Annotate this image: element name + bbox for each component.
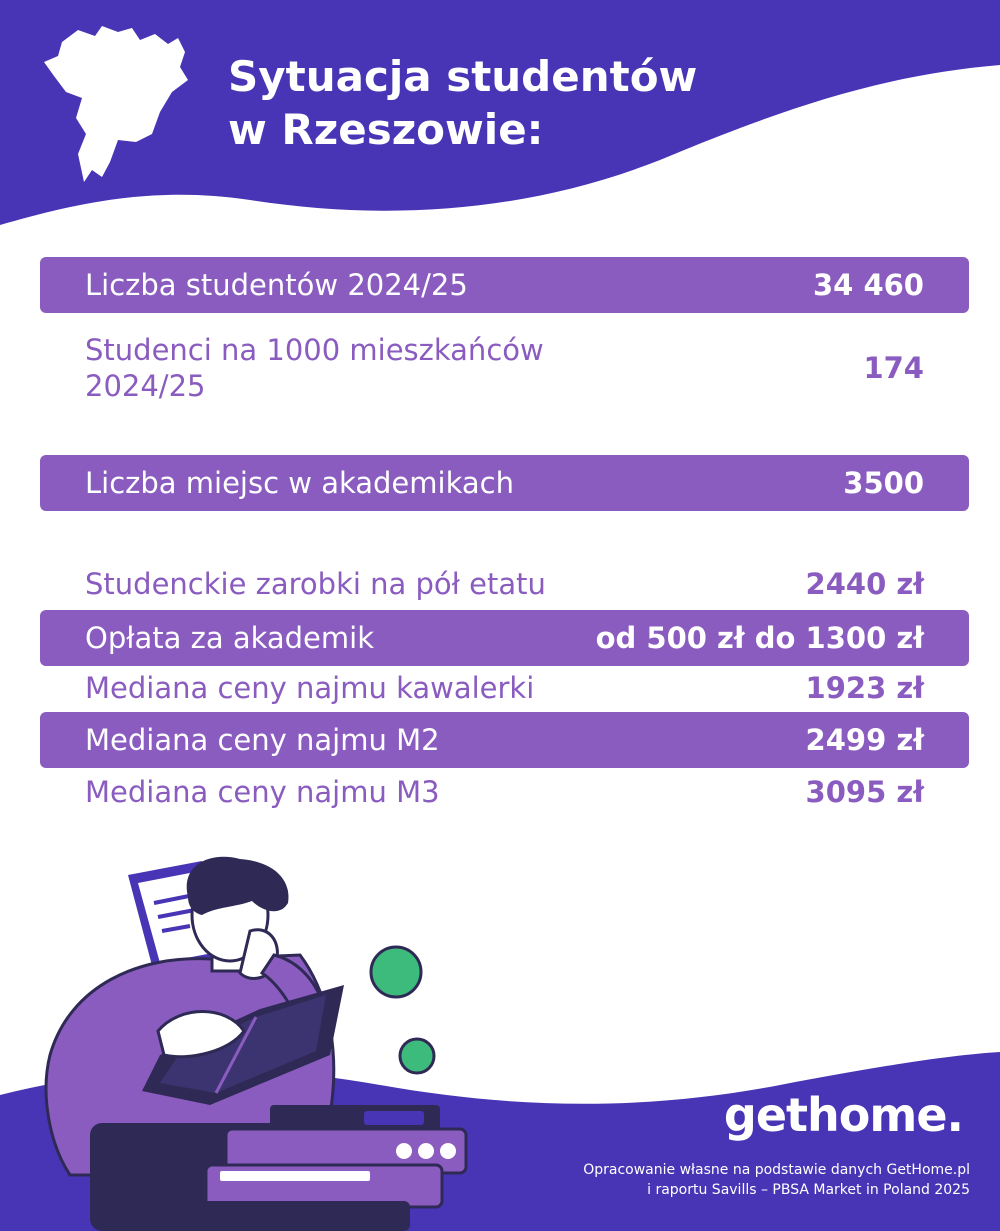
stat-row-students xyxy=(40,257,969,313)
source-note xyxy=(583,1160,970,1200)
stat-value: 2499 zł xyxy=(805,723,924,757)
stat-row-dorm-fee xyxy=(40,610,969,666)
stat-label: Opłata za akademik xyxy=(85,621,374,655)
stat-value: 1923 zł xyxy=(805,671,924,705)
stat-row-m3-rent xyxy=(40,766,969,818)
stat-value: 34 460 xyxy=(813,268,924,302)
stat-row-m2-rent xyxy=(40,712,969,768)
stat-value: 3095 zł xyxy=(805,775,924,809)
stat-value: 3500 xyxy=(843,466,924,500)
source-line-2: i raportu Savills – PBSA Market in Poland 2025 xyxy=(647,1182,970,1198)
stat-label: Liczba studentów 2024/25 xyxy=(85,268,468,302)
stat-value: 2440 zł xyxy=(805,567,924,601)
stat-row-dorm-places xyxy=(40,455,969,511)
stat-row-studio-rent xyxy=(40,662,969,714)
stat-value: od 500 zł do 1300 zł xyxy=(595,621,924,655)
title-line-2: w Rzeszowie: xyxy=(228,105,544,154)
stat-row-part-time-earnings xyxy=(40,558,969,610)
stat-value: 174 xyxy=(863,351,924,385)
rzeszow-map-icon xyxy=(40,22,190,187)
stat-label: Mediana ceny najmu M3 xyxy=(85,775,440,809)
page-title xyxy=(228,50,697,156)
stat-label: Studenci na 1000 mieszkańców 2024/25 xyxy=(85,333,544,403)
stat-label: Mediana ceny najmu M2 xyxy=(85,723,440,757)
student-reading-illustration xyxy=(30,855,480,1231)
stat-label: Studenckie zarobki na pół etatu xyxy=(85,567,546,601)
source-line-1: Opracowanie własne na podstawie danych GetHome.pl xyxy=(583,1162,970,1178)
stat-row-students-per-1000 xyxy=(40,320,969,416)
stat-label: Liczba miejsc w akademikach xyxy=(85,466,514,500)
gethome-logo: gethome. xyxy=(723,1088,963,1142)
stat-label: Mediana ceny najmu kawalerki xyxy=(85,671,535,705)
title-line-1: Sytuacja studentów xyxy=(228,52,698,101)
